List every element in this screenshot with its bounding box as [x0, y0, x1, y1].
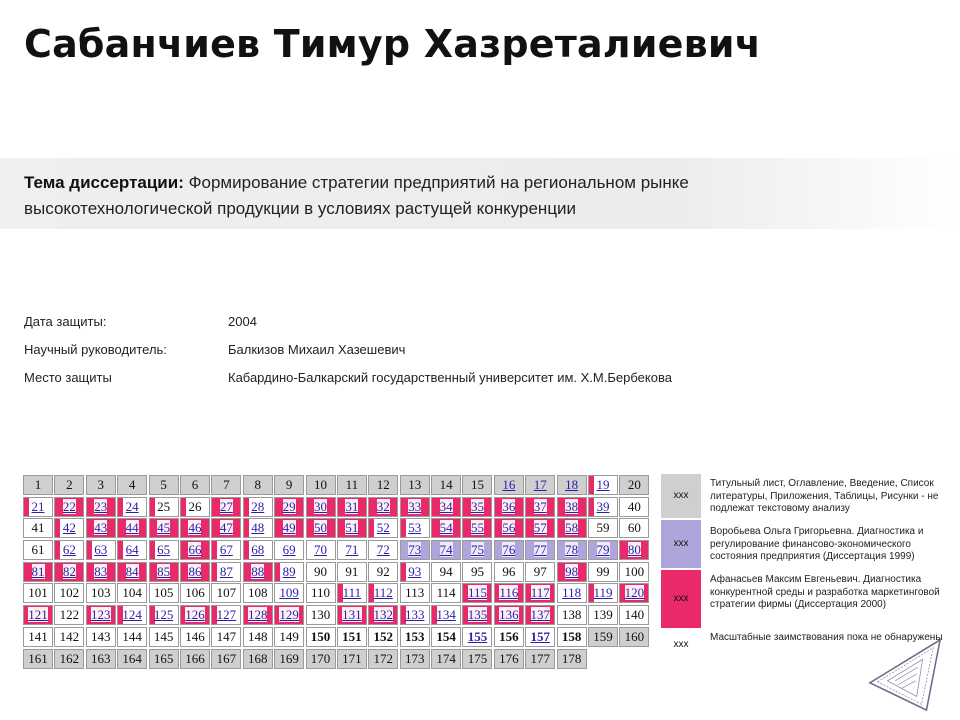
page-cell-72[interactable]: 72	[368, 540, 398, 560]
page-cell-132[interactable]: 132	[368, 605, 398, 625]
page-cell-153: 153	[400, 627, 430, 647]
page-cell-18[interactable]: 18	[557, 475, 587, 495]
page-cell-35[interactable]: 35	[462, 497, 492, 517]
page-cell-30[interactable]: 30	[306, 497, 336, 517]
page-cell-91: 91	[337, 562, 367, 582]
page-cell-176: 176	[494, 649, 524, 669]
meta-value: 2004	[228, 314, 257, 329]
page-cell-114: 114	[431, 583, 461, 603]
page-cell-13: 13	[400, 475, 430, 495]
page-grid-row	[23, 627, 651, 649]
page-cell-140: 140	[619, 605, 649, 625]
page-cell-66[interactable]: 66	[180, 540, 210, 560]
page-cell-25: 25	[149, 497, 179, 517]
page-cell-102: 102	[54, 583, 84, 603]
page-cell-57[interactable]: 57	[525, 518, 555, 538]
page-cell-167: 167	[211, 649, 241, 669]
page-cell-168: 168	[243, 649, 273, 669]
page-cell-26: 26	[180, 497, 210, 517]
page-cell-39[interactable]: 39	[588, 497, 618, 517]
page-cell-77[interactable]: 77	[525, 540, 555, 560]
page-cell-149: 149	[274, 627, 304, 647]
topic-text: Формирование стратегии предприятий на региональном рынке высокотехнологической продукции в условиях растущей конкуренции	[24, 173, 689, 218]
page-cell-31[interactable]: 31	[337, 497, 367, 517]
page-cell-105: 105	[149, 583, 179, 603]
page-cell-74[interactable]: 74	[431, 540, 461, 560]
page-cell-59: 59	[588, 518, 618, 538]
legend-text-source-1: Воробьева Ольга Григорьевна. Диагностика и регулирование финансово-экономического состояния предприятия (Диссертация 1999)	[710, 526, 924, 562]
page-cell-141: 141	[23, 627, 53, 647]
page-cell-174: 174	[431, 649, 461, 669]
page-cell-2: 2	[54, 475, 84, 495]
page-cell-95: 95	[462, 562, 492, 582]
page-cell-137[interactable]: 137	[525, 605, 555, 625]
page-grid-row	[23, 605, 651, 627]
page-cell-84[interactable]: 84	[117, 562, 147, 582]
page-cell-161: 161	[23, 649, 53, 669]
page-cell-58[interactable]: 58	[557, 518, 587, 538]
page-grid-row	[23, 583, 651, 605]
page-cell-104: 104	[117, 583, 147, 603]
page-cell-76[interactable]: 76	[494, 540, 524, 560]
page-cell-53[interactable]: 53	[400, 518, 430, 538]
page-cell-7: 7	[211, 475, 241, 495]
page-cell-75[interactable]: 75	[462, 540, 492, 560]
page-cell-40: 40	[619, 497, 649, 517]
page-cell-127[interactable]: 127	[211, 605, 241, 625]
page-cell-17[interactable]: 17	[525, 475, 555, 495]
legend-swatch-source-1: ххх	[661, 520, 701, 568]
page-cell-145: 145	[149, 627, 179, 647]
page-cell-165: 165	[149, 649, 179, 669]
page-cell-98[interactable]: 98	[557, 562, 587, 582]
page-cell-131[interactable]: 131	[337, 605, 367, 625]
page-cell-44[interactable]: 44	[117, 518, 147, 538]
page-cell-94: 94	[431, 562, 461, 582]
legend-swatch-none: ххх	[661, 630, 701, 660]
meta-label: Научный руководитель:	[24, 342, 167, 357]
page-cell-85[interactable]: 85	[149, 562, 179, 582]
triangle-seal-icon	[866, 636, 944, 714]
page-cell-150: 150	[306, 627, 336, 647]
page-cell-15: 15	[462, 475, 492, 495]
page-cell-67[interactable]: 67	[211, 540, 241, 560]
page-cell-73[interactable]: 73	[400, 540, 430, 560]
page-cell-51[interactable]: 51	[337, 518, 367, 538]
page-cell-87[interactable]: 87	[211, 562, 241, 582]
page-cell-48[interactable]: 48	[243, 518, 273, 538]
page-grid-row	[23, 497, 651, 519]
page-cell-155[interactable]: 155	[462, 627, 492, 647]
page-cell-71[interactable]: 71	[337, 540, 367, 560]
page-cell-133[interactable]: 133	[400, 605, 430, 625]
page-cell-27[interactable]: 27	[211, 497, 241, 517]
page-cell-5: 5	[149, 475, 179, 495]
page-cell-172: 172	[368, 649, 398, 669]
page-cell-118[interactable]: 118	[557, 583, 587, 603]
page-grid-row	[23, 649, 651, 671]
page-cell-45[interactable]: 45	[149, 518, 179, 538]
page-cell-49[interactable]: 49	[274, 518, 304, 538]
meta-value: Кабардино-Балкарский государственный университет им. Х.М.Бербекова	[228, 370, 672, 385]
page-grid	[23, 475, 651, 670]
page-cell-41: 41	[23, 518, 53, 538]
page-cell-86[interactable]: 86	[180, 562, 210, 582]
page-cell-158: 158	[557, 627, 587, 647]
page-cell-36[interactable]: 36	[494, 497, 524, 517]
page-cell-3: 3	[86, 475, 116, 495]
page-cell-124[interactable]: 124	[117, 605, 147, 625]
page-cell-164: 164	[117, 649, 147, 669]
page-cell-16[interactable]: 16	[494, 475, 524, 495]
page-cell-147: 147	[211, 627, 241, 647]
page-cell-154: 154	[431, 627, 461, 647]
page-cell-28[interactable]: 28	[243, 497, 273, 517]
page-cell-33[interactable]: 33	[400, 497, 430, 517]
page-cell-89[interactable]: 89	[274, 562, 304, 582]
page-cell-148: 148	[243, 627, 273, 647]
page-cell-108: 108	[243, 583, 273, 603]
page-cell-136[interactable]: 136	[494, 605, 524, 625]
page-cell-97: 97	[525, 562, 555, 582]
page-cell-1: 1	[23, 475, 53, 495]
page-cell-128[interactable]: 128	[243, 605, 273, 625]
page-cell-29[interactable]: 29	[274, 497, 304, 517]
page-cell-42[interactable]: 42	[54, 518, 84, 538]
page-cell-54[interactable]: 54	[431, 518, 461, 538]
page-cell-162: 162	[54, 649, 84, 669]
page-cell-90: 90	[306, 562, 336, 582]
page-cell-63[interactable]: 63	[86, 540, 116, 560]
page-cell-69[interactable]: 69	[274, 540, 304, 560]
page-grid-row	[23, 518, 651, 540]
page-cell-177: 177	[525, 649, 555, 669]
meta-value: Балкизов Михаил Хазешевич	[228, 342, 406, 357]
page-cell-61: 61	[23, 540, 53, 560]
page-grid-row	[23, 562, 651, 584]
page-cell-113: 113	[400, 583, 430, 603]
page-cell-64[interactable]: 64	[117, 540, 147, 560]
page-cell-20: 20	[619, 475, 649, 495]
page-cell-130: 130	[306, 605, 336, 625]
page-cell-23[interactable]: 23	[86, 497, 116, 517]
page-cell-56[interactable]: 56	[494, 518, 524, 538]
page-cell-171: 171	[337, 649, 367, 669]
page-cell-173: 173	[400, 649, 430, 669]
page-cell-62[interactable]: 62	[54, 540, 84, 560]
page-cell-117[interactable]: 117	[525, 583, 555, 603]
page-cell-92: 92	[368, 562, 398, 582]
page-cell-170: 170	[306, 649, 336, 669]
page-cell-175: 175	[462, 649, 492, 669]
page-cell-119[interactable]: 119	[588, 583, 618, 603]
legend-text-excluded: Титульный лист, Оглавление, Введение, Список литературы, Приложения, Таблицы, Рисунки - не подлежат текстовому анализу	[710, 478, 939, 514]
page-cell-82[interactable]: 82	[54, 562, 84, 582]
page-cell-156: 156	[494, 627, 524, 647]
page-cell-157[interactable]: 157	[525, 627, 555, 647]
page-cell-43[interactable]: 43	[86, 518, 116, 538]
page-cell-6: 6	[180, 475, 210, 495]
page-cell-142: 142	[54, 627, 84, 647]
page-cell-116[interactable]: 116	[494, 583, 524, 603]
meta-label: Дата защиты:	[24, 314, 107, 329]
page-cell-100: 100	[619, 562, 649, 582]
page-cell-32[interactable]: 32	[368, 497, 398, 517]
page-cell-79[interactable]: 79	[588, 540, 618, 560]
page-cell-50[interactable]: 50	[306, 518, 336, 538]
legend-text-none: Масштабные заимствования пока не обнаружены	[710, 632, 943, 643]
page-cell-122: 122	[54, 605, 84, 625]
page-cell-14: 14	[431, 475, 461, 495]
page-cell-38[interactable]: 38	[557, 497, 587, 517]
page-cell-134[interactable]: 134	[431, 605, 461, 625]
page-cell-106: 106	[180, 583, 210, 603]
page-cell-8: 8	[243, 475, 273, 495]
page-grid-row	[23, 540, 651, 562]
page-cell-12: 12	[368, 475, 398, 495]
page-cell-93[interactable]: 93	[400, 562, 430, 582]
page-cell-152: 152	[368, 627, 398, 647]
page-cell-159: 159	[588, 627, 618, 647]
page-cell-112[interactable]: 112	[368, 583, 398, 603]
page-cell-146: 146	[180, 627, 210, 647]
page-cell-65[interactable]: 65	[149, 540, 179, 560]
meta-label: Место защиты	[24, 370, 112, 385]
page-cell-125[interactable]: 125	[149, 605, 179, 625]
page-cell-11: 11	[337, 475, 367, 495]
page-cell-83[interactable]: 83	[86, 562, 116, 582]
page-cell-178: 178	[557, 649, 587, 669]
page-cell-99: 99	[588, 562, 618, 582]
page-cell-109[interactable]: 109	[274, 583, 304, 603]
page-cell-103: 103	[86, 583, 116, 603]
page-cell-160: 160	[619, 627, 649, 647]
page-cell-96: 96	[494, 562, 524, 582]
page-cell-107: 107	[211, 583, 241, 603]
page-cell-19[interactable]: 19	[588, 475, 618, 495]
page-cell-70[interactable]: 70	[306, 540, 336, 560]
page-cell-55[interactable]: 55	[462, 518, 492, 538]
page-cell-166: 166	[180, 649, 210, 669]
page-cell-10: 10	[306, 475, 336, 495]
page-cell-138: 138	[557, 605, 587, 625]
page-cell-52[interactable]: 52	[368, 518, 398, 538]
page-cell-129[interactable]: 129	[274, 605, 304, 625]
page-cell-88[interactable]: 88	[243, 562, 273, 582]
page-cell-144: 144	[117, 627, 147, 647]
page-cell-123[interactable]: 123	[86, 605, 116, 625]
dissertation-topic	[24, 170, 784, 222]
page-cell-22[interactable]: 22	[54, 497, 84, 517]
page-cell-47[interactable]: 47	[211, 518, 241, 538]
legend-swatch-excluded: ххх	[661, 474, 701, 518]
page-cell-115[interactable]: 115	[462, 583, 492, 603]
legend-text-source-2: Афанасьев Максим Евгеньевич. Диагностика конкурентной среды и разработка маркетинговой стратегии фирмы (Диссертация 2000)	[710, 574, 940, 610]
page-cell-139: 139	[588, 605, 618, 625]
topic-label: Тема диссертации:	[24, 173, 184, 192]
page-title: Сабанчиев Тимур Хазреталиевич	[24, 22, 761, 66]
legend-swatch-source-2: ххх	[661, 570, 701, 628]
page-cell-169: 169	[274, 649, 304, 669]
page-grid-row	[23, 475, 651, 497]
page-cell-163: 163	[86, 649, 116, 669]
page-cell-34[interactable]: 34	[431, 497, 461, 517]
page-cell-81[interactable]: 81	[23, 562, 53, 582]
page-cell-135[interactable]: 135	[462, 605, 492, 625]
page-cell-151: 151	[337, 627, 367, 647]
page-cell-121[interactable]: 121	[23, 605, 53, 625]
page-cell-80[interactable]: 80	[619, 540, 649, 560]
page-cell-111[interactable]: 111	[337, 583, 367, 603]
page-cell-101: 101	[23, 583, 53, 603]
page-cell-143: 143	[86, 627, 116, 647]
page-cell-110: 110	[306, 583, 336, 603]
page-cell-68[interactable]: 68	[243, 540, 273, 560]
page-cell-78[interactable]: 78	[557, 540, 587, 560]
page-cell-37[interactable]: 37	[525, 497, 555, 517]
page-cell-24[interactable]: 24	[117, 497, 147, 517]
page-cell-120[interactable]: 120	[619, 583, 649, 603]
page-cell-46[interactable]: 46	[180, 518, 210, 538]
page-cell-60: 60	[619, 518, 649, 538]
page-cell-21[interactable]: 21	[23, 497, 53, 517]
page-cell-126[interactable]: 126	[180, 605, 210, 625]
page-cell-9: 9	[274, 475, 304, 495]
page-cell-4: 4	[117, 475, 147, 495]
